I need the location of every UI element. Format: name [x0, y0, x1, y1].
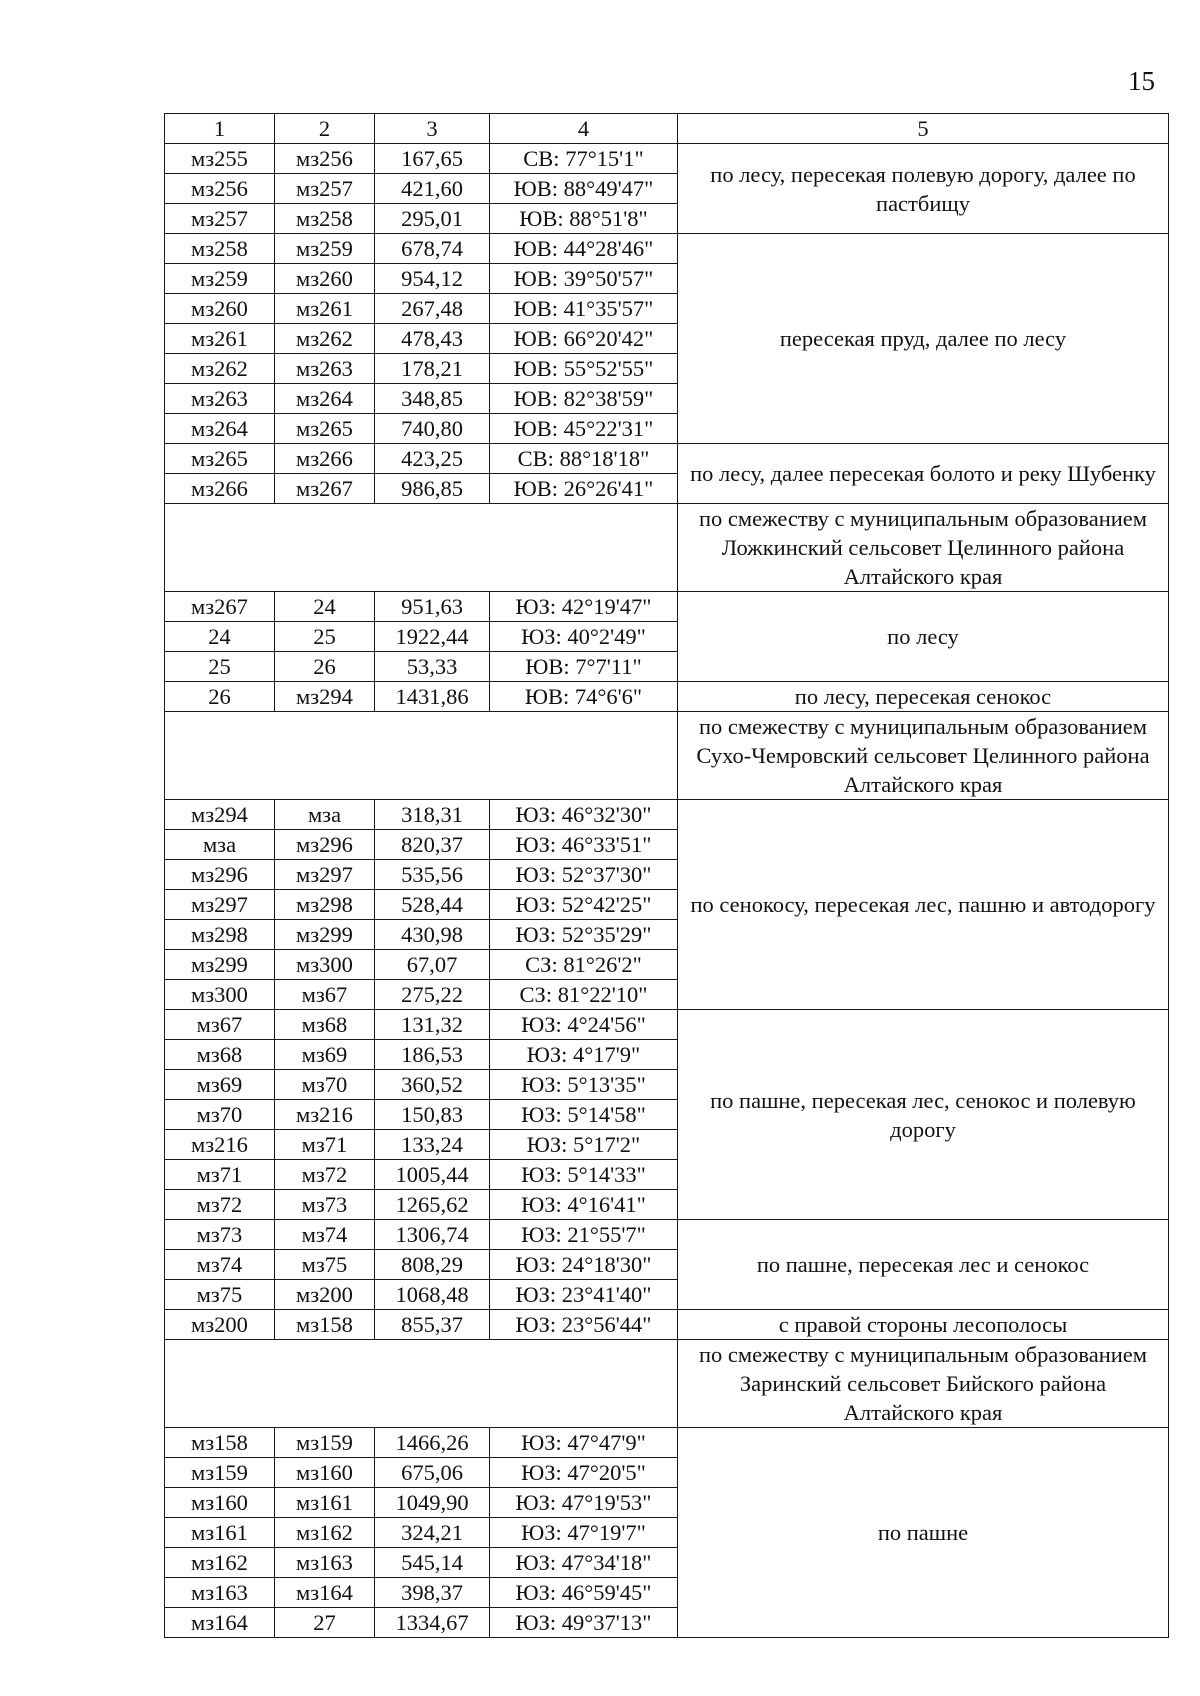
to-point-cell: мз256 — [275, 144, 375, 174]
distance-cell: 528,44 — [375, 890, 490, 920]
from-point-cell: 24 — [165, 622, 275, 652]
from-point-cell: мз162 — [165, 1548, 275, 1578]
to-point-cell: мз298 — [275, 890, 375, 920]
from-point-cell: мз299 — [165, 950, 275, 980]
distance-cell: 178,21 — [375, 354, 490, 384]
from-point-cell: мз160 — [165, 1488, 275, 1518]
bearing-cell: ЮВ: 88°49'47" — [490, 174, 678, 204]
to-point-cell: мз159 — [275, 1428, 375, 1458]
to-point-cell: мз267 — [275, 474, 375, 504]
distance-cell: 986,85 — [375, 474, 490, 504]
header-col-4: 4 — [490, 114, 678, 144]
from-point-cell: мз264 — [165, 414, 275, 444]
segment-description: по сенокосу, пересекая лес, пашню и автодорогу — [678, 800, 1169, 1010]
header-col-2: 2 — [275, 114, 375, 144]
bearing-cell: ЮЗ: 46°33'51" — [490, 830, 678, 860]
blank-cell — [165, 504, 678, 592]
bearing-cell: ЮВ: 55°52'55" — [490, 354, 678, 384]
distance-cell: 430,98 — [375, 920, 490, 950]
to-point-cell: 25 — [275, 622, 375, 652]
bearing-cell: ЮВ: 39°50'57" — [490, 264, 678, 294]
from-point-cell: мз267 — [165, 592, 275, 622]
segment-description: по лесу, пересекая полевую дорогу, далее по пастбищу — [678, 144, 1169, 234]
distance-cell: 186,53 — [375, 1040, 490, 1070]
to-point-cell: мз67 — [275, 980, 375, 1010]
distance-cell: 678,74 — [375, 234, 490, 264]
from-point-cell: мз158 — [165, 1428, 275, 1458]
table-row — [165, 682, 1169, 712]
from-point-cell: мза — [165, 830, 275, 860]
to-point-cell: мз261 — [275, 294, 375, 324]
from-point-cell: мз263 — [165, 384, 275, 414]
distance-cell: 423,25 — [375, 444, 490, 474]
from-point-cell: 25 — [165, 652, 275, 682]
boundary-table — [164, 113, 1169, 1638]
bearing-cell: ЮВ: 82°38'59" — [490, 384, 678, 414]
bearing-cell: ЮЗ: 47°19'53" — [490, 1488, 678, 1518]
to-point-cell: мз72 — [275, 1160, 375, 1190]
to-point-cell: 24 — [275, 592, 375, 622]
to-point-cell: мз200 — [275, 1280, 375, 1310]
table-row — [165, 800, 1169, 830]
distance-cell: 131,32 — [375, 1010, 490, 1040]
to-point-cell: мз74 — [275, 1220, 375, 1250]
blank-cell — [165, 1340, 678, 1428]
bearing-cell: ЮЗ: 47°20'5" — [490, 1458, 678, 1488]
bearing-cell: ЮЗ: 47°19'7" — [490, 1518, 678, 1548]
distance-cell: 318,31 — [375, 800, 490, 830]
bearing-cell: ЮЗ: 4°17'9" — [490, 1040, 678, 1070]
to-point-cell: мз266 — [275, 444, 375, 474]
table-row — [165, 1310, 1169, 1340]
bearing-cell: ЮЗ: 49°37'13" — [490, 1608, 678, 1638]
adjacency-description: по смежеству с муниципальным образованием Ложкинский сельсовет Целинного района Алтайского края — [678, 504, 1169, 592]
segment-description: по пашне — [678, 1428, 1169, 1638]
to-point-cell: мз70 — [275, 1070, 375, 1100]
distance-cell: 150,83 — [375, 1100, 490, 1130]
from-point-cell: мз265 — [165, 444, 275, 474]
bearing-cell: ЮЗ: 47°34'18" — [490, 1548, 678, 1578]
to-point-cell: мз161 — [275, 1488, 375, 1518]
to-point-cell: мз299 — [275, 920, 375, 950]
distance-cell: 1005,44 — [375, 1160, 490, 1190]
adjacency-row — [165, 1340, 1169, 1428]
from-point-cell: мз297 — [165, 890, 275, 920]
distance-cell: 360,52 — [375, 1070, 490, 1100]
table-row — [165, 1220, 1169, 1250]
to-point-cell: 26 — [275, 652, 375, 682]
page-number: 15 — [1128, 66, 1155, 96]
distance-cell: 535,56 — [375, 860, 490, 890]
to-point-cell: мз260 — [275, 264, 375, 294]
distance-cell: 1922,44 — [375, 622, 490, 652]
bearing-cell: ЮВ: 74°6'6" — [490, 682, 678, 712]
to-point-cell: мз259 — [275, 234, 375, 264]
bearing-cell: ЮЗ: 46°32'30" — [490, 800, 678, 830]
to-point-cell: 27 — [275, 1608, 375, 1638]
from-point-cell: мз257 — [165, 204, 275, 234]
header-col-5: 5 — [678, 114, 1169, 144]
table-row — [165, 1428, 1169, 1458]
from-point-cell: мз71 — [165, 1160, 275, 1190]
from-point-cell: мз73 — [165, 1220, 275, 1250]
to-point-cell: мз216 — [275, 1100, 375, 1130]
from-point-cell: мз67 — [165, 1010, 275, 1040]
bearing-cell: ЮВ: 45°22'31" — [490, 414, 678, 444]
distance-cell: 1049,90 — [375, 1488, 490, 1518]
distance-cell: 53,33 — [375, 652, 490, 682]
distance-cell: 348,85 — [375, 384, 490, 414]
adjacency-row — [165, 712, 1169, 800]
table-row — [165, 144, 1169, 174]
header-row — [165, 114, 1169, 144]
distance-cell: 1068,48 — [375, 1280, 490, 1310]
from-point-cell: мз298 — [165, 920, 275, 950]
bearing-cell: ЮЗ: 40°2'49" — [490, 622, 678, 652]
from-point-cell: мз163 — [165, 1578, 275, 1608]
distance-cell: 421,60 — [375, 174, 490, 204]
bearing-cell: ЮЗ: 5°13'35" — [490, 1070, 678, 1100]
distance-cell: 675,06 — [375, 1458, 490, 1488]
to-point-cell: мз265 — [275, 414, 375, 444]
from-point-cell: мз256 — [165, 174, 275, 204]
bearing-cell: СЗ: 81°22'10" — [490, 980, 678, 1010]
to-point-cell: мз262 — [275, 324, 375, 354]
distance-cell: 954,12 — [375, 264, 490, 294]
table-row — [165, 592, 1169, 622]
bearing-cell: ЮЗ: 21°55'7" — [490, 1220, 678, 1250]
bearing-cell: СВ: 88°18'18" — [490, 444, 678, 474]
bearing-cell: ЮЗ: 23°41'40" — [490, 1280, 678, 1310]
blank-cell — [165, 712, 678, 800]
to-point-cell: мз162 — [275, 1518, 375, 1548]
bearing-cell: ЮЗ: 52°42'25" — [490, 890, 678, 920]
distance-cell: 1431,86 — [375, 682, 490, 712]
distance-cell: 133,24 — [375, 1130, 490, 1160]
to-point-cell: мз258 — [275, 204, 375, 234]
to-point-cell: мз163 — [275, 1548, 375, 1578]
distance-cell: 295,01 — [375, 204, 490, 234]
to-point-cell: мз263 — [275, 354, 375, 384]
to-point-cell: мз264 — [275, 384, 375, 414]
to-point-cell: мз75 — [275, 1250, 375, 1280]
distance-cell: 267,48 — [375, 294, 490, 324]
to-point-cell: мз71 — [275, 1130, 375, 1160]
distance-cell: 67,07 — [375, 950, 490, 980]
adjacency-description: по смежеству с муниципальным образованием Заринский сельсовет Бийского района Алтайского края — [678, 1340, 1169, 1428]
to-point-cell: мз69 — [275, 1040, 375, 1070]
from-point-cell: мз74 — [165, 1250, 275, 1280]
table-row — [165, 1010, 1169, 1040]
bearing-cell: ЮЗ: 23°56'44" — [490, 1310, 678, 1340]
to-point-cell: мз68 — [275, 1010, 375, 1040]
bearing-cell: ЮЗ: 52°37'30" — [490, 860, 678, 890]
distance-cell: 324,21 — [375, 1518, 490, 1548]
distance-cell: 1334,67 — [375, 1608, 490, 1638]
from-point-cell: мз159 — [165, 1458, 275, 1488]
to-point-cell: мз257 — [275, 174, 375, 204]
from-point-cell: мз70 — [165, 1100, 275, 1130]
from-point-cell: 26 — [165, 682, 275, 712]
to-point-cell: мза — [275, 800, 375, 830]
from-point-cell: мз296 — [165, 860, 275, 890]
to-point-cell: мз164 — [275, 1578, 375, 1608]
distance-cell: 820,37 — [375, 830, 490, 860]
to-point-cell: мз297 — [275, 860, 375, 890]
from-point-cell: мз216 — [165, 1130, 275, 1160]
table-row — [165, 234, 1169, 264]
from-point-cell: мз261 — [165, 324, 275, 354]
from-point-cell: мз255 — [165, 144, 275, 174]
to-point-cell: мз160 — [275, 1458, 375, 1488]
segment-description: по пашне, пересекая лес и сенокос — [678, 1220, 1169, 1310]
bearing-cell: ЮЗ: 5°17'2" — [490, 1130, 678, 1160]
from-point-cell: мз300 — [165, 980, 275, 1010]
from-point-cell: мз260 — [165, 294, 275, 324]
adjacency-description: по смежеству с муниципальным образованием Сухо-Чемровский сельсовет Целинного района Алтайского края — [678, 712, 1169, 800]
bearing-cell: ЮВ: 26°26'41" — [490, 474, 678, 504]
from-point-cell: мз258 — [165, 234, 275, 264]
from-point-cell: мз200 — [165, 1310, 275, 1340]
from-point-cell: мз72 — [165, 1190, 275, 1220]
segment-description: по лесу, далее пересекая болото и реку Шубенку — [678, 444, 1169, 504]
from-point-cell: мз68 — [165, 1040, 275, 1070]
from-point-cell: мз262 — [165, 354, 275, 384]
from-point-cell: мз259 — [165, 264, 275, 294]
bearing-cell: ЮЗ: 24°18'30" — [490, 1250, 678, 1280]
bearing-cell: ЮЗ: 5°14'58" — [490, 1100, 678, 1130]
table-row — [165, 444, 1169, 474]
distance-cell: 398,37 — [375, 1578, 490, 1608]
distance-cell: 808,29 — [375, 1250, 490, 1280]
segment-description: пересекая пруд, далее по лесу — [678, 234, 1169, 444]
bearing-cell: СЗ: 81°26'2" — [490, 950, 678, 980]
from-point-cell: мз164 — [165, 1608, 275, 1638]
distance-cell: 951,63 — [375, 592, 490, 622]
bearing-cell: ЮВ: 41°35'57" — [490, 294, 678, 324]
distance-cell: 1466,26 — [375, 1428, 490, 1458]
bearing-cell: ЮВ: 66°20'42" — [490, 324, 678, 354]
bearing-cell: ЮЗ: 46°59'45" — [490, 1578, 678, 1608]
bearing-cell: ЮЗ: 47°47'9" — [490, 1428, 678, 1458]
bearing-cell: ЮЗ: 52°35'29" — [490, 920, 678, 950]
segment-description: по пашне, пересекая лес, сенокос и полевую дорогу — [678, 1010, 1169, 1220]
from-point-cell: мз294 — [165, 800, 275, 830]
to-point-cell: мз73 — [275, 1190, 375, 1220]
distance-cell: 275,22 — [375, 980, 490, 1010]
bearing-cell: ЮЗ: 42°19'47" — [490, 592, 678, 622]
to-point-cell: мз296 — [275, 830, 375, 860]
distance-cell: 478,43 — [375, 324, 490, 354]
segment-description: с правой стороны лесополосы — [678, 1310, 1169, 1340]
from-point-cell: мз69 — [165, 1070, 275, 1100]
segment-description: по лесу — [678, 592, 1169, 682]
segment-description: по лесу, пересекая сенокос — [678, 682, 1169, 712]
distance-cell: 855,37 — [375, 1310, 490, 1340]
bearing-cell: ЮЗ: 4°16'41" — [490, 1190, 678, 1220]
header-col-3: 3 — [375, 114, 490, 144]
distance-cell: 167,65 — [375, 144, 490, 174]
bearing-cell: СВ: 77°15'1" — [490, 144, 678, 174]
header-col-1: 1 — [165, 114, 275, 144]
bearing-cell: ЮВ: 44°28'46" — [490, 234, 678, 264]
distance-cell: 545,14 — [375, 1548, 490, 1578]
from-point-cell: мз266 — [165, 474, 275, 504]
bearing-cell: ЮВ: 88°51'8" — [490, 204, 678, 234]
distance-cell: 1306,74 — [375, 1220, 490, 1250]
adjacency-row — [165, 504, 1169, 592]
bearing-cell: ЮВ: 7°7'11" — [490, 652, 678, 682]
from-point-cell: мз75 — [165, 1280, 275, 1310]
table-body — [165, 144, 1169, 1638]
to-point-cell: мз294 — [275, 682, 375, 712]
to-point-cell: мз300 — [275, 950, 375, 980]
from-point-cell: мз161 — [165, 1518, 275, 1548]
to-point-cell: мз158 — [275, 1310, 375, 1340]
distance-cell: 740,80 — [375, 414, 490, 444]
bearing-cell: ЮЗ: 5°14'33" — [490, 1160, 678, 1190]
bearing-cell: ЮЗ: 4°24'56" — [490, 1010, 678, 1040]
distance-cell: 1265,62 — [375, 1190, 490, 1220]
